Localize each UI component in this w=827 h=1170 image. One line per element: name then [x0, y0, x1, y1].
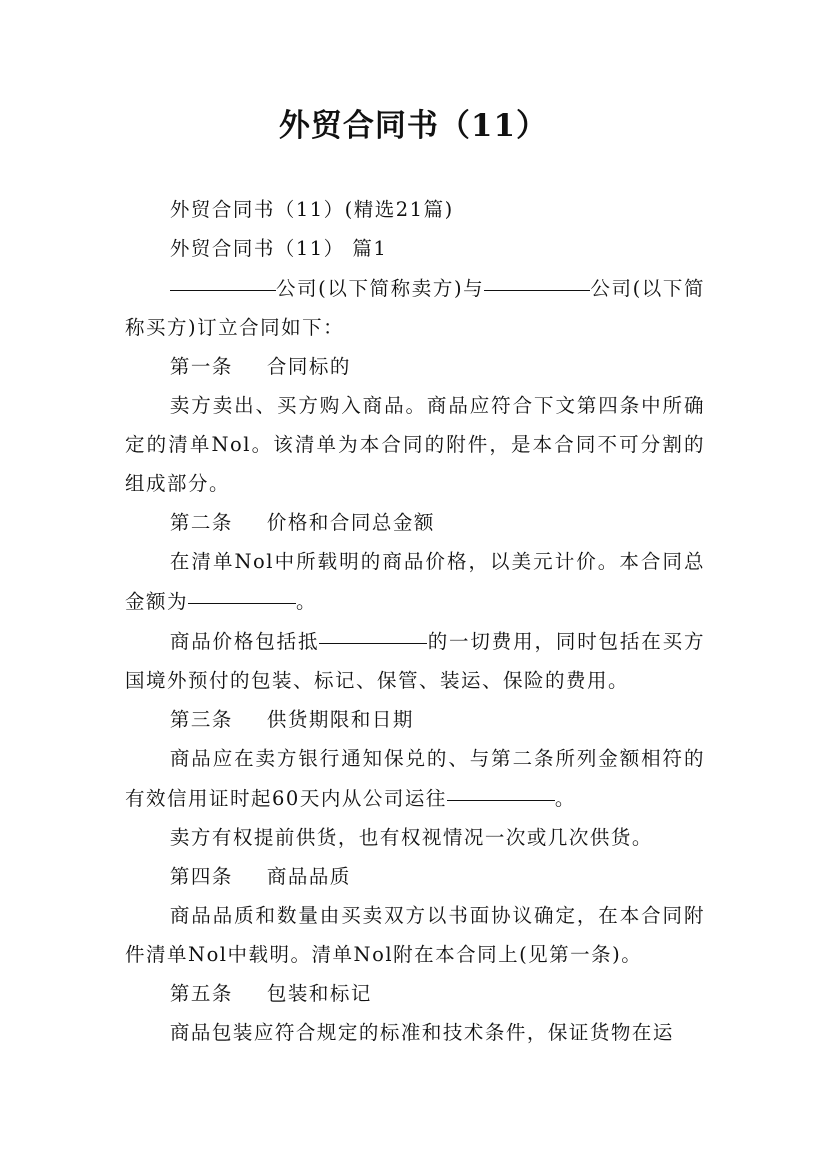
text-run: 商品应在卖方银行通知保兑的、与第二条所列金额相符的有效信用证时起60天内从公司运往: [125, 747, 705, 810]
article-1-heading: [125, 347, 705, 386]
article-5-heading: [125, 974, 705, 1013]
article-title: 价格和合同总金额: [266, 511, 435, 534]
blank-destination: [319, 617, 427, 644]
intro-text-2: 公司(以下简称买方)订立合同如下：: [125, 277, 705, 339]
subtitle-line: 外贸合同书（11）(精选21篇): [169, 198, 454, 221]
article-number: 第五条: [169, 982, 233, 1005]
blank-seller-company: [170, 264, 276, 291]
article-2-text-2: [125, 621, 705, 700]
article-number: 第一条: [169, 355, 233, 378]
article-1-text: 卖方卖出、买方购入商品。商品应符合下文第四条中所确定的清单Nol。该清单为本合同的附件，是本合同不可分割的组成部分。: [125, 394, 705, 495]
article-3-text-2: 卖方有权提前供货，也有权视情况一次或几次供货。: [169, 826, 653, 849]
article-number: 第二条: [169, 511, 233, 534]
document-title: 外贸合同书（11）: [278, 108, 549, 144]
article-3-text-1: [125, 739, 705, 818]
text-run: 。: [554, 787, 576, 810]
blank-ship-to: [447, 774, 555, 801]
text-run: 的一切费用，同时包括在买方国境外预付的包装、标记、保管、装运、保险的费用。: [125, 630, 705, 692]
article-2-text-1: [125, 542, 705, 621]
article-title: 商品品质: [266, 865, 351, 888]
text-run: 。: [296, 590, 318, 613]
article-title: 包装和标记: [266, 982, 372, 1005]
blank-total-amount: [188, 577, 296, 604]
article-number: 第三条: [169, 708, 233, 731]
article-title: 供货期限和日期: [266, 708, 414, 731]
text-run: 在清单Nol中所载明的商品价格，以美元计价。本合同总金额为: [125, 550, 705, 613]
chapter-heading: 外贸合同书（11） 篇1: [169, 237, 388, 260]
article-2-heading: [125, 503, 705, 542]
article-number: 第四条: [169, 865, 233, 888]
blank-buyer-company: [484, 264, 590, 291]
text-run: 商品价格包括抵: [169, 630, 320, 653]
intro-text-1: 公司(以下简称卖方)与: [275, 277, 485, 300]
article-title: 合同标的: [266, 355, 351, 378]
intro-paragraph: [125, 268, 705, 347]
article-4-heading: [125, 857, 705, 896]
article-4-text: 商品品质和数量由买卖双方以书面协议确定，在本合同附件清单Nol中载明。清单Nol附在本合同上(见第一条)。: [125, 904, 705, 966]
document-body: [125, 190, 705, 1052]
article-5-text: 商品包装应符合规定的标准和技术条件，保证货物在运: [169, 1021, 674, 1044]
article-3-heading: [125, 700, 705, 739]
